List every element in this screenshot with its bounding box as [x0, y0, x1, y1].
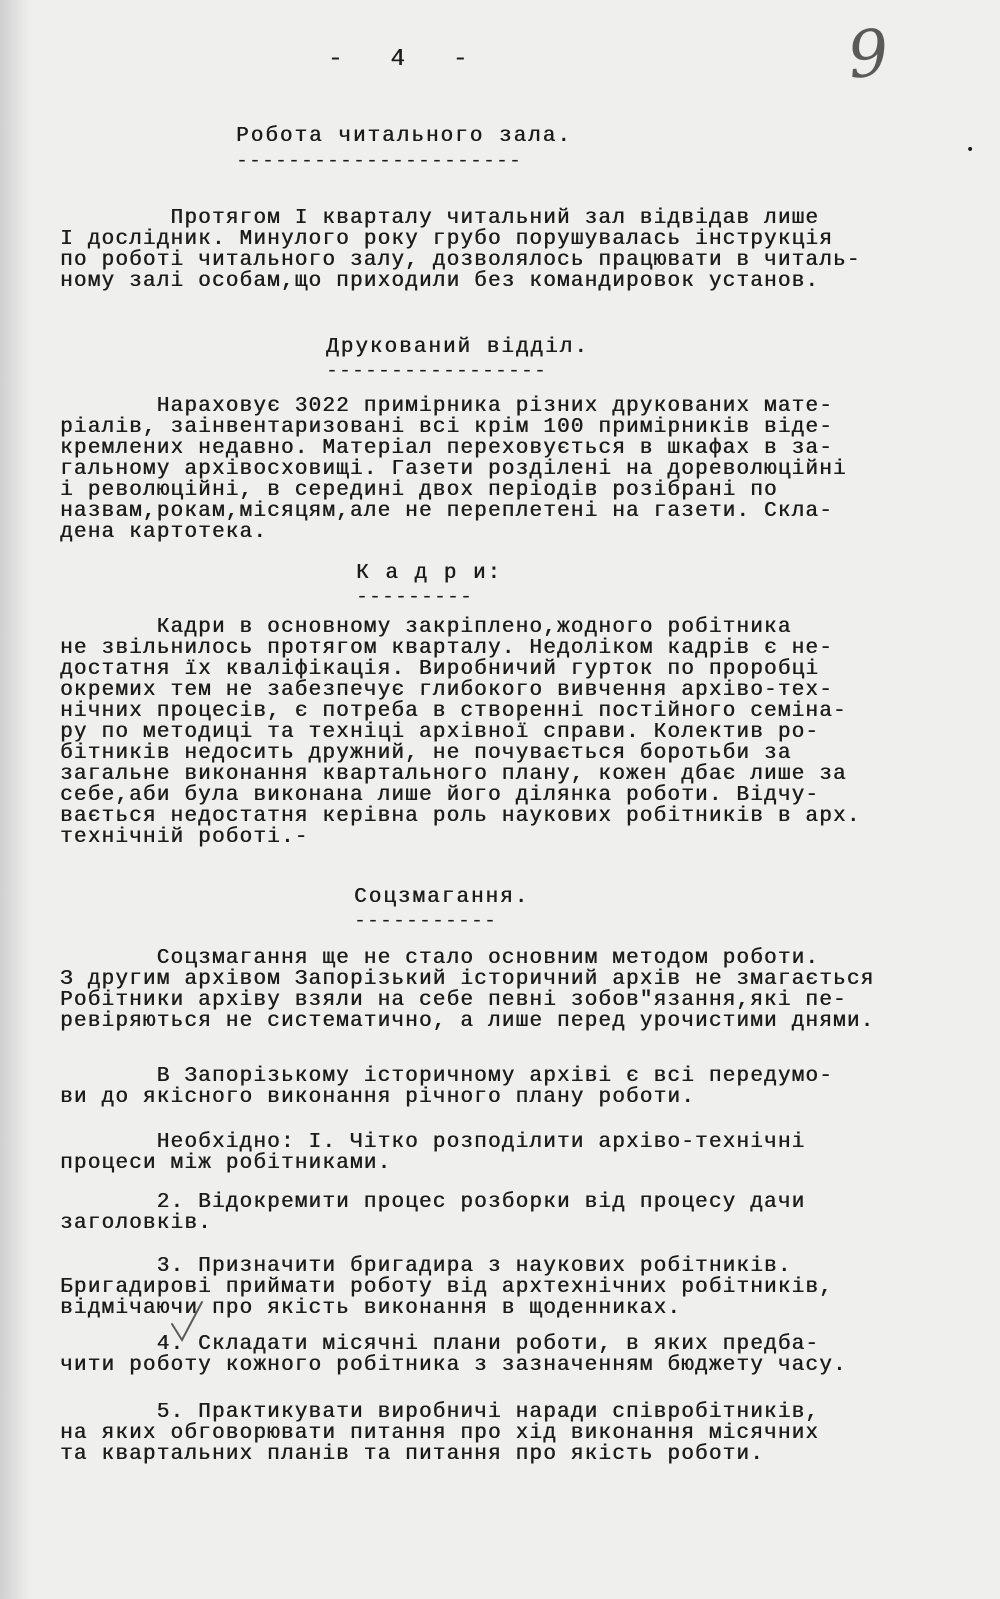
section-heading-reading-room: Робота читального зала. [236, 125, 572, 148]
text-line: гальному архівосховищі. Газети розділені на дореволюційні [60, 458, 847, 481]
text-line: Робітники архіву взяли на себе певні зобов"язання,які пе- [60, 989, 847, 1012]
recommendation-item-4 [60, 1334, 847, 1376]
text-line: ревіряються не систематично, а лише перед урочистими днями. [60, 1010, 875, 1033]
section-body-staff [60, 617, 861, 848]
text-line: відмічаючи про якість виконання в щоденниках. [60, 1297, 682, 1320]
edge-mark: • [966, 142, 975, 158]
section-heading-printed-department: Друкований відділ. [326, 336, 589, 359]
text-line: Кадри в основному закріплено,жодного робітника [60, 616, 792, 639]
text-line: нічних процесів, є потреба в створенні постійного семіна- [60, 700, 847, 723]
text-line: технічній роботі.- [60, 826, 309, 849]
recommendation-item-1 [60, 1132, 805, 1174]
text-line: вається недостатня керівна роль наукових робітників в арх. [60, 805, 861, 828]
text-line: З другим архівом Запорізький історичний архів не змагається [60, 968, 875, 991]
text-line: 3. Призначити бригадира з наукових робітників. [60, 1255, 792, 1278]
text-line: чити роботу кожного робітника з зазначенням бюджету часу. [60, 1354, 847, 1377]
recommendation-item-2 [60, 1192, 805, 1234]
text-line: по роботі читального залу, дозволялось працювати в читаль- [60, 249, 861, 272]
section-underline: ----------- [354, 910, 498, 933]
text-line: кремлених недавно. Матеріал переховується в шкафах в за- [60, 437, 833, 460]
page-number: - 4 - [328, 46, 469, 73]
section-underline: --------- [356, 586, 474, 609]
text-line: Бригадирові приймати роботу від архтехнічних робітників, [60, 1276, 833, 1299]
text-line: ру по методиці та техніці архівної справи. Колектив ро- [60, 721, 820, 744]
text-line: Необхідно: I. Чітко розподілити архіво-технічні [60, 1131, 806, 1154]
text-line: не звільнилось протягом кварталу. Недоліком кадрів є не- [60, 637, 833, 660]
text-line: Соцзмагання ще не стало основним методом роботи. [60, 947, 820, 970]
text-line: та квартальних планів та питання про якість роботи. [60, 1443, 764, 1466]
text-line: 5. Практикувати виробничі наради співробітників, [60, 1401, 820, 1424]
text-line: ви до якісного виконання річного плану роботи. [60, 1086, 695, 1109]
text-line: заголовків. [60, 1212, 212, 1235]
text-line: назвам,рокам,місяцям,але не переплетені на газети. Скла- [60, 500, 833, 523]
text-line: загальне виконання квартального плану, кожен дбає лише за [60, 763, 847, 786]
text-line: Протягом I кварталу читальний зал відвідав лише [60, 207, 820, 230]
section-heading-staff: К а д р и: [356, 562, 503, 585]
text-line: достатня їх кваліфікація. Виробничий гурток по проробці [60, 658, 820, 681]
text-line: Нараховує 3022 примірника різних друкованих мате- [60, 395, 833, 418]
section-heading-competition: Соцзмагання. [354, 886, 530, 909]
recommendation-item-5 [60, 1402, 819, 1465]
text-line: на яких обговорювати питання про хід виконання місячних [60, 1422, 820, 1445]
text-line: 2. Відокремити процес розборки від процесу дачи [60, 1191, 806, 1214]
text-line: і революційні, в середині двох періодів розібрані по [60, 479, 778, 502]
page-edge-shadow [0, 0, 30, 1599]
text-line: процеси між робітниками. [60, 1152, 392, 1175]
section-body-reading-room [60, 208, 861, 292]
text-line: I дослідник. Минулого року грубо порушувалась інструкція [60, 228, 833, 251]
text-line: В Запорізькому історичному архіві є всі передумо- [60, 1065, 833, 1088]
section-body-printed-department [60, 396, 847, 543]
text-line: окремих тем не забезпечує глибокого вивчення архіво-тех- [60, 679, 833, 702]
section-underline: ----------------- [326, 360, 548, 383]
text-line: себе,аби була виконана лише його ділянка роботи. Відчу- [60, 784, 820, 807]
folio-number: 9 [844, 16, 893, 94]
text-line: ному залі особам,що приходили без командировок установ. [60, 270, 820, 293]
text-line: ріалів, заінвентаризовані всі крім 100 примірників віде- [60, 416, 833, 439]
text-line: бітників недосить дружний, не почувається боротьби за [60, 742, 792, 765]
section-underline: ---------------------- [236, 150, 523, 173]
text-line: 4. Складати місячні плани роботи, в яких предба- [60, 1333, 820, 1356]
section-body-competition [60, 948, 874, 1032]
text-line: дена картотека. [60, 521, 268, 544]
paragraph-prerequisites [60, 1066, 833, 1108]
